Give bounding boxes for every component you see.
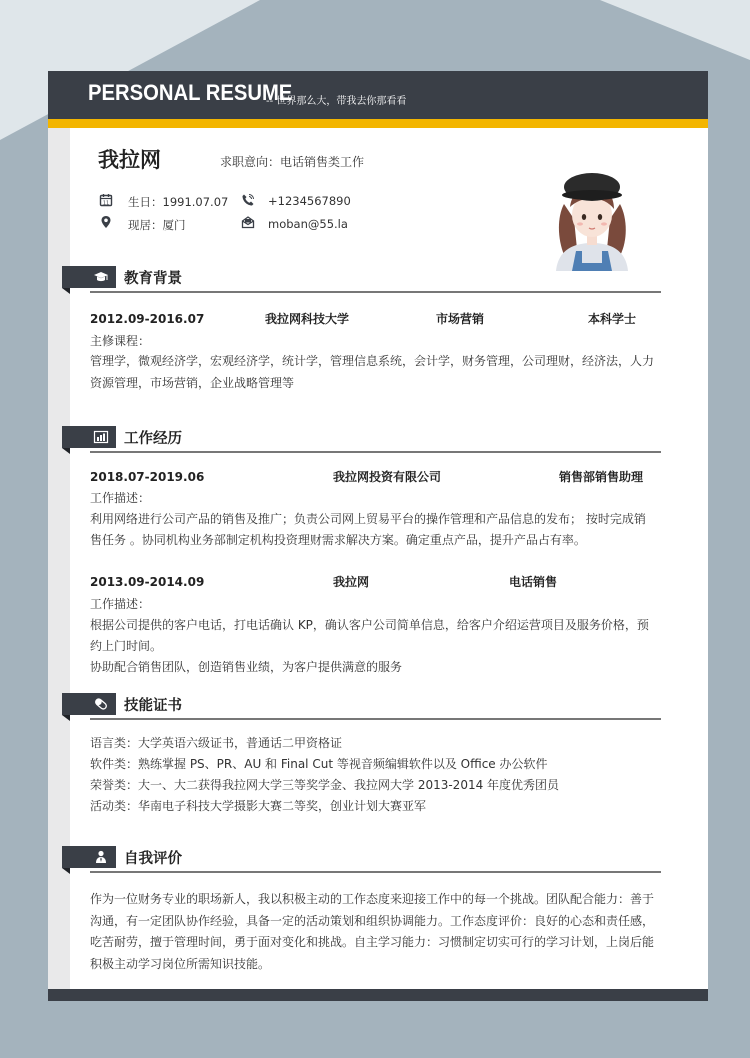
background-shape [600,0,750,60]
section-divider [90,718,661,720]
avatar [542,159,642,271]
job-desc-line: 约上门时间。 [90,639,163,653]
person-name: 我拉网 [98,148,161,172]
job-desc-label: 工作描述： [90,597,151,611]
work-section-header [62,424,660,458]
education-degree: 本科学士 [588,312,637,326]
accent-strip [48,119,708,128]
self-eval-line: 积极主动学习岗位所需知识技能。 [90,957,271,971]
job-desc-line: 售任务 。协同机构业务部制定机构投资理财需求解决方案。确定重点产品，提升产品占有率。 [90,533,586,547]
svg-text:11: 11 [102,200,110,207]
pill-icon [93,697,109,711]
courses-line: 资源管理，市场营销，企业战略管理等 [90,376,295,390]
skills-section-header [62,691,660,725]
chart-icon [93,430,109,444]
skill-item: 活动类：华南电子科技大学摄影大赛二等奖，创业计划大赛亚军 [90,799,427,813]
birthday: 生日：1991.07.07 [128,195,229,209]
section-fold [62,288,70,294]
section-fold [62,448,70,454]
job-position: 电话销售 [509,575,558,589]
location-icon [99,215,113,229]
skill-item: 软件类：熟练掌握 PS、PR、AU 和 Final Cut 等视音频编辑软件以及 Office 办公软件 [90,757,548,771]
section-fold [62,715,70,721]
mail-icon [241,215,255,229]
skill-item: 荣誉类：大一、大二获得我拉网大学三等奖学金、我拉网大学 2013-2014 年度优秀团员 [90,778,560,792]
job-intent: 求职意向：电话销售类工作 [220,155,365,169]
job-period: 2018.07-2019.06 [90,470,205,484]
self-eval-line: 吃苦耐劳，擅于管理时间，勇于面对变化和挑战。自主学习能力：习惯制定切实可行的学习计划，上岗后能 [90,935,655,949]
job-desc-line: 利用网络进行公司产品的销售及推广；负责公司网上贸易平台的操作管理和产品信息的发布； 按时完成销 [90,512,646,526]
section-divider [90,871,661,873]
footer-bar [48,989,708,1001]
skill-item: 语言类：大学英语六级证书，普通话二甲资格证 [90,736,343,750]
work-title: 工作经历 [124,431,182,447]
job-desc-line: 协助配合销售团队，创造销售业绩，为客户提供满意的服务 [90,660,403,674]
calendar-icon [99,193,113,207]
resume-page [48,71,708,1001]
education-period: 2012.09-2016.07 [90,312,205,326]
person-icon [93,850,109,864]
job-desc-label: 工作描述： [90,491,151,505]
courses-line: 管理学，微观经济学，宏观经济学，统计学，管理信息系统，会计学，财务管理，公司理财，经济法，人力 [90,354,655,368]
self-eval-line: 沟通，有一定团队协作经验，具备一定的活动策划和组织协调能力。工作态度评价：良好的心态和责任感， [90,914,655,928]
phone-icon [241,193,255,207]
education-title: 教育背景 [124,271,182,287]
phone-number: +1234567890 [268,194,351,208]
job-desc-line: 根据公司提供的客户电话，打电话确认 KP，确认客户公司简单信息，给客户介绍运营项目及服务价格，预 [90,618,649,632]
graduation-cap-icon [93,270,109,284]
header-bar [48,71,708,119]
education-school: 我拉网科技大学 [265,312,350,326]
section-divider [90,291,661,293]
job-company: 我拉网 [333,575,370,589]
job-company: 我拉网投资有限公司 [333,470,442,484]
header-title: PERSONAL RESUME [88,80,293,105]
email: moban@55.la [268,217,348,231]
section-fold [62,868,70,874]
job-period: 2013.09-2014.09 [90,575,205,589]
skills-title: 技能证书 [124,698,182,714]
job-position: 销售部销售助理 [559,470,644,484]
header-subtitle: -- 世界那么大，带我去你那看看 [266,96,407,107]
courses-label: 主修课程： [90,334,151,348]
self-eval-section-header [62,844,660,878]
self-eval-line: 作为一位财务专业的职场新人，我以积极主动的工作态度来迎接工作中的每一个挑战。团队配合能力：善于 [90,892,655,906]
education-major: 市场营销 [436,312,485,326]
section-divider [90,451,661,453]
education-section-header [62,264,660,298]
residence: 现居：厦门 [128,218,186,232]
self-eval-title: 自我评价 [124,851,182,867]
